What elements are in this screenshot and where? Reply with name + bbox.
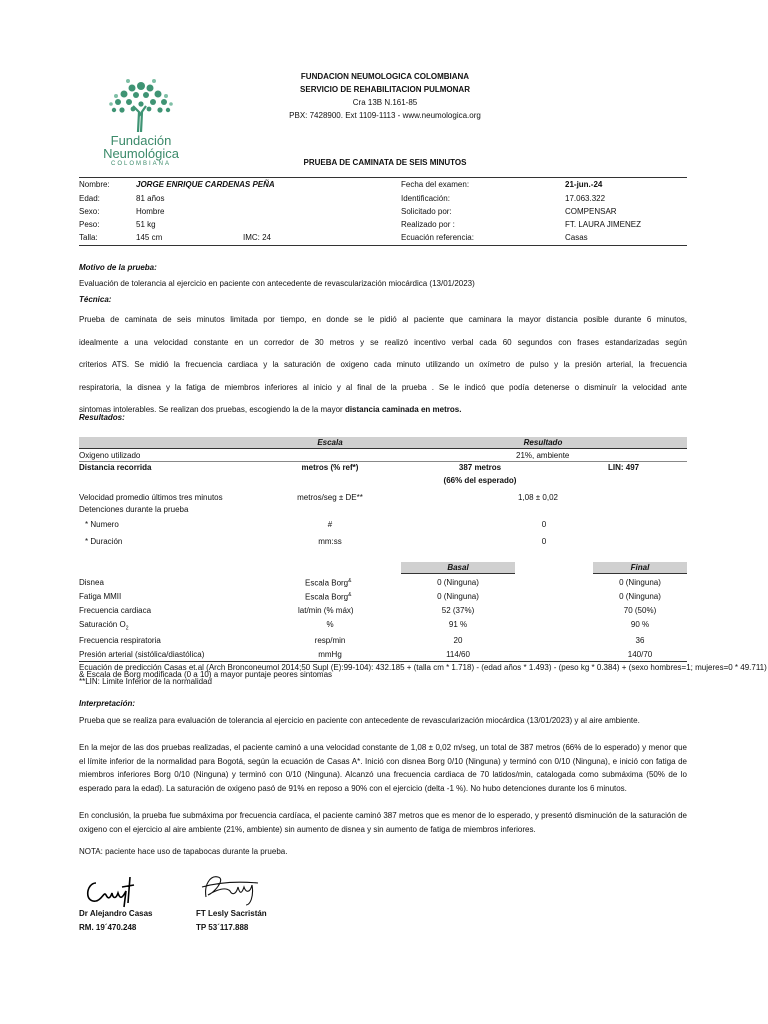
numero-label: * Numero xyxy=(85,520,119,529)
motivo-title: Motivo de la prueba: xyxy=(79,263,157,272)
ecuacion-label: Ecuación referencia: xyxy=(401,233,474,242)
oxigeno-value: 21%, ambiente xyxy=(516,451,570,460)
motivo-text: Evaluación de tolerancia al ejercicio en paciente con antecedente de revascularización miocárdica (13/01/2023) xyxy=(79,279,475,288)
row-basal: 114/60 xyxy=(446,650,470,659)
duracion-value: 0 xyxy=(541,537,547,546)
row-basal: 0 (Ninguna) xyxy=(437,592,479,601)
velocidad-label: Velocidad promedio últimos tres minutos xyxy=(79,493,223,502)
row-label: Fatiga MMII xyxy=(79,592,122,601)
peso-label: Peso: xyxy=(79,220,100,229)
footnote-lin: **LIN: Limite Inferior de la normalidad xyxy=(79,677,212,686)
peso-value: 51 kg xyxy=(136,220,156,229)
org-name: FUNDACION NEUMOLOGICA COLOMBIANA xyxy=(300,72,470,81)
tecnica-line: sintomas intolerables. Se realizan dos pruebas, escogiendo la de la mayor xyxy=(79,405,345,414)
tecnica-text xyxy=(79,309,687,422)
logo-wordmark xyxy=(86,134,196,167)
row-final: 140/70 xyxy=(627,650,653,659)
org-contact: PBX: 7428900. Ext 1109-1113 - www.neumologica.org xyxy=(289,111,481,120)
service-name: SERVICIO DE REHABILITACION PULMONAR xyxy=(300,85,470,94)
duracion-label: * Duración xyxy=(85,537,123,546)
row-unit: lat/min (% máx) xyxy=(298,606,354,615)
signature-sacristan-icon xyxy=(196,869,266,909)
tecnica-bold: distancia caminada en metros. xyxy=(344,405,462,414)
row-final: 70 (50%) xyxy=(623,606,657,615)
logo-line2: Neumológica xyxy=(103,146,179,161)
org-address: Cra 13B N.161-85 xyxy=(352,98,418,107)
row-label: Frecuencia respiratoria xyxy=(79,636,161,645)
id-label: Identificación: xyxy=(401,194,450,203)
fecha-value: 21-jun.-24 xyxy=(565,180,603,189)
col-final: Final xyxy=(630,563,650,572)
results-header-bar xyxy=(79,437,687,448)
resultados-title: Resultados: xyxy=(79,413,125,422)
row-final: 90 % xyxy=(630,620,650,629)
row-label: Saturación $O_2$ xyxy=(79,620,129,632)
tecnica-line: criterios ATS. Se midió la frecuencia cardiaca y la saturación de oxigeno cada minuto utilizando un oxímetro de pulso y la presión arterial, la frecuencia xyxy=(79,360,687,369)
row-final: 0 (Ninguna) xyxy=(619,578,661,587)
logo-line1: Fundación xyxy=(110,133,172,148)
tecnica-title: Técnica: xyxy=(79,295,112,304)
duracion-unit: mm:ss xyxy=(318,537,342,546)
fecha-label: Fecha del examen: xyxy=(401,180,470,189)
signature-casas-icon xyxy=(82,873,142,909)
nombre-label: Nombre: xyxy=(79,180,110,189)
row-unit: Escala Borg& xyxy=(305,578,352,588)
row-label: Disnea xyxy=(79,578,104,587)
row-label: Presión arterial (sistólica/diastólica) xyxy=(79,650,205,659)
realizado-value: FT. LAURA JIMENEZ xyxy=(565,220,642,229)
distancia-value: 387 metros xyxy=(458,463,502,472)
ecuacion-value: Casas xyxy=(565,233,588,242)
col-escala: Escala xyxy=(317,438,343,447)
velocidad-value: 1,08 ± 0,02 xyxy=(518,493,558,502)
detenciones-label: Detenciones durante la prueba xyxy=(79,505,189,514)
document-title: PRUEBA DE CAMINATA DE SEIS MINUTOS xyxy=(303,158,467,167)
row-unit: resp/min xyxy=(314,636,346,645)
tecnica-line: respiratoria, la disnea y la fatiga de miembros inferiores al inicio y al final de la prueba . Se le indicó que podía detenerse o disminuír la velocidad ante xyxy=(79,382,687,392)
row-basal: 52 (37%) xyxy=(441,606,475,615)
tecnica-line: idealmente a una velocidad constante en un corredor de 30 metros y se realizó incentivo verbal cada 60 segundos con frases estandarizadas según xyxy=(79,337,687,347)
lin-value: LIN: 497 xyxy=(608,463,640,472)
col-basal: Basal xyxy=(447,563,469,572)
talla-label: Talla: xyxy=(79,233,98,242)
velocidad-unit: metros/seg ± DE** xyxy=(297,493,363,502)
row-unit: mmHg xyxy=(318,650,342,659)
row-final: 0 (Ninguna) xyxy=(619,592,661,601)
distancia-pct: (66% del esperado) xyxy=(443,476,517,485)
interpretacion-title: Interpretación: xyxy=(79,699,136,708)
signer1-reg: RM. 19´470.248 xyxy=(79,923,137,932)
realizado-label: Realizado por : xyxy=(401,220,455,229)
solicitado-value: COMPENSAR xyxy=(565,207,617,216)
col-resultado: Resultado xyxy=(523,438,563,447)
row-unit: % xyxy=(326,620,334,629)
footnote-casas: Ecuación de predicción Casas et.al (Arch Bronconeumol 2014;50 Supl (E):99-104): 432.185 + (talla cm * 1.718) - (edad años * 1.493) - (peso kg * 0.384) + (sexo hombres=1; mujeres=0 * 49.711) xyxy=(79,663,767,672)
logo-line3: COLOMBIANA xyxy=(110,161,171,167)
edad-value: 81 años xyxy=(136,194,165,203)
signer1-name: Dr Alejandro Casas xyxy=(79,909,153,918)
oxigeno-label: Oxigeno utilizado xyxy=(79,451,141,460)
row-basal: 20 xyxy=(453,636,463,645)
interpretacion-p1: Prueba que se realiza para evaluación de tolerancia al ejercicio en paciente con antecedente de revascularización miocárdica (13/01/2023) y al aire ambiente. xyxy=(79,716,640,725)
row-final: 36 xyxy=(635,636,645,645)
id-value: 17.063.322 xyxy=(565,194,606,203)
distancia-label: Distancia recorrida xyxy=(79,463,152,472)
sexo-label: Sexo: xyxy=(79,207,100,216)
imc-value: IMC: 24 xyxy=(243,233,272,242)
solicitado-label: Solicitado por: xyxy=(401,207,452,216)
tecnica-line: Prueba de caminata de seis minutos limitada por tiempo, en donde se le pidió al paciente que caminara la mayor distancia posible durante 6 minutos, xyxy=(79,315,687,324)
row-basal: 0 (Ninguna) xyxy=(437,578,479,587)
talla-value: 145 cm xyxy=(136,233,163,242)
row-unit: Escala Borg& xyxy=(305,592,352,602)
signer2-name: FT Lesly Sacristán xyxy=(196,909,267,918)
sexo-value: Hombre xyxy=(136,207,165,216)
distancia-unit: metros (% ref*) xyxy=(301,463,359,472)
footnote-borg: & Escala de Borg modificada (0 a 10) a mayor puntaje peores sintomas xyxy=(79,670,333,679)
nombre-value: JORGE ENRIQUE CARDENAS PEÑA xyxy=(136,180,275,189)
interpretacion-p3: En conclusión, la prueba fue submáxima por frecuencia cardíaca, el paciente caminó 387 metros que es menor de lo esperado, y presentó disminución de la saturación de oxigeno con el ejercicio al aire ambiente (21%, ambiente) sin aumento de disnea y sin aumento de fatiga de miembros inferiores. xyxy=(79,811,687,834)
numero-value: 0 xyxy=(541,520,547,529)
signer2-reg: TP 53´117.888 xyxy=(196,923,249,932)
row-basal: 91 % xyxy=(448,620,468,629)
row-label: Frecuencia cardiaca xyxy=(79,606,152,615)
nota: NOTA: paciente hace uso de tapabocas durante la prueba. xyxy=(79,847,288,856)
edad-label: Edad: xyxy=(79,194,100,203)
interpretacion-p2: En la mejor de las dos pruebas realizadas, el paciente caminó a una velocidad constante de 1,08 ± 0,02 m/seg, un total de 387 metros (66% de lo esperado) y menor que el límite inferior de la normalidad para Bogotá, según la ecuación de Casas A*. Inició con disnea Borg 0/10 (Ninguna) y terminó con 0/10 (Ninguna), e inició con fatiga de miembros inferiores Borg 0/10 (Ninguna) y terminó con 0/10 (Ninguna). Alcanzó una frecuencia cardiaca de 70 latidos/min, catalogada como submáxima (50% de lo esperado para la edad). La saturación de oxigeno pasó de 91% en reposo a 90% con el ejercicio (delta -1 %). No hubo detenciones durante los 6 minutos. xyxy=(79,743,687,793)
numero-unit: # xyxy=(327,520,333,529)
